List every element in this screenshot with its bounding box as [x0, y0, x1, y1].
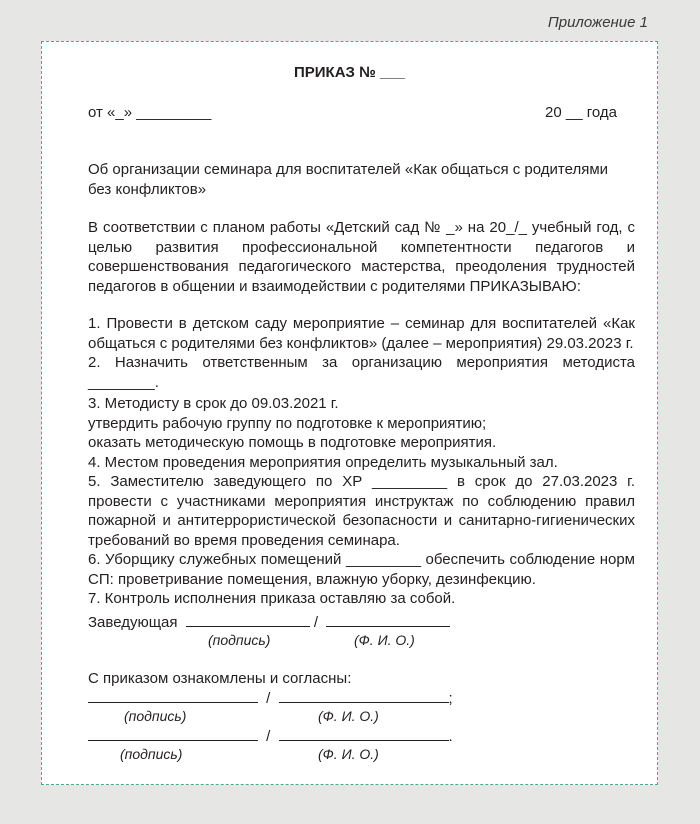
item-3: 3. Методисту в срок до 09.03.2021 г.	[88, 395, 339, 412]
date-left: от «_» _________	[88, 104, 212, 121]
head-label: Заведующая	[88, 614, 178, 631]
appendix-label: Приложение 1	[547, 14, 648, 31]
item-3b: оказать методическую помощь в подготовке мероприятия.	[88, 434, 497, 451]
acq1-name-line	[279, 688, 449, 703]
acq2-name-line	[279, 726, 449, 741]
acq-signature-row-1	[88, 688, 453, 707]
head-slash: /	[313, 614, 319, 631]
acq2-slash: /	[266, 728, 271, 745]
item-1: 1. Провести в детском саду мероприятие – семинар для воспитателей «Как общаться с родителями без конфликтов» (далее – мероприятия) 29.03.2023 г.	[88, 315, 635, 352]
order-items	[88, 314, 635, 609]
head-name-line	[326, 612, 450, 627]
acq1-end: ;	[448, 690, 453, 707]
date-right: 20 __ года	[545, 104, 617, 121]
item-3a: утвердить рабочую группу по подготовке к мероприятию;	[88, 414, 487, 432]
head-caption-name: (Ф. И. О.)	[354, 632, 415, 648]
preamble-paragraph	[88, 218, 635, 296]
acq1-sign-line	[88, 688, 258, 703]
order-title: ПРИКАЗ № ___	[293, 64, 406, 81]
head-signature-row	[88, 612, 450, 631]
subject-paragraph	[88, 160, 635, 199]
head-caption-sign: (подпись)	[208, 632, 271, 648]
acq1-slash: /	[266, 690, 271, 707]
acq2-caption-sign: (подпись)	[120, 746, 183, 762]
item-7: 7. Контроль исполнения приказа оставляю за собой.	[88, 590, 456, 607]
item-6: 6. Уборщику служебных помещений _________ обеспечить соблюдение норм СП: проветривание помещения, влажную уборку, дезинфекцию.	[88, 551, 635, 588]
document-sheet	[41, 41, 658, 785]
item-2: 2. Назначить ответственным за организацию мероприятия методиста ________.	[88, 354, 635, 391]
acq-signature-row-2	[88, 726, 453, 745]
acq1-caption-sign: (подпись)	[124, 708, 187, 724]
item-5: 5. Заместителю заведующего по ХР _________ в срок до 27.03.2023 г. провести с участниками мероприятия инструктаж по соблюдению правил пожарной и антитеррористической безопасности и санитарно-гигиенических требований во время проведения семинара.	[88, 473, 635, 549]
head-sign-line	[186, 612, 310, 627]
acq2-end: .	[448, 728, 453, 745]
item-4: 4. Местом проведения мероприятия определить музыкальный зал.	[88, 453, 558, 471]
subject-text: Об организации семинара для воспитателей «Как общаться с родителями без конфликтов»	[88, 161, 609, 198]
acq1-caption-name: (Ф. И. О.)	[318, 708, 379, 724]
acq2-caption-name: (Ф. И. О.)	[318, 746, 379, 762]
acquainted-label: С приказом ознакомлены и согласны:	[88, 670, 352, 687]
acq2-sign-line	[88, 726, 258, 741]
preamble-text: В соответствии с планом работы «Детский сад № _» на 20_/_ учебный год, с целью развития профессиональной компетентности педагогов и совершенствования педагогического мастерства, преодоления трудностей педагогов в общении и взаимодействии с родителями ПРИКАЗЫВАЮ:	[88, 219, 635, 295]
